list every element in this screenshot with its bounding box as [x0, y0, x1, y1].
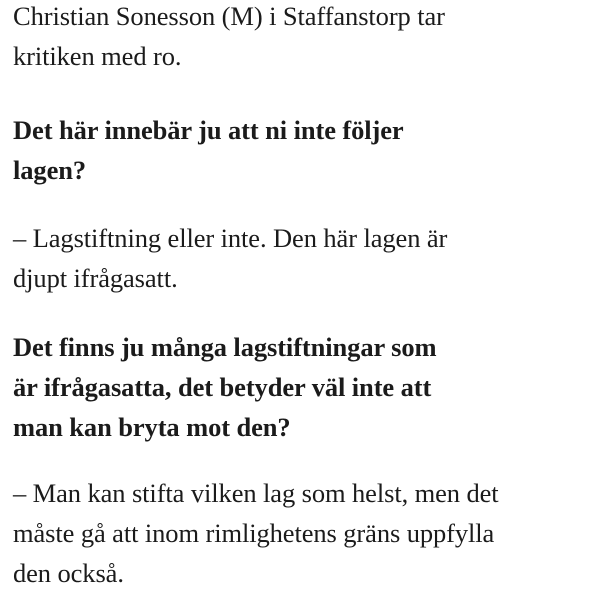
text-line: Det finns ju många lagstiftningar som	[13, 332, 437, 362]
intro-paragraph	[13, 0, 445, 76]
interview-question	[13, 110, 404, 190]
interview-answer	[13, 218, 447, 298]
text-line: lagen?	[13, 155, 87, 185]
text-line: kritiken med ro.	[13, 41, 182, 71]
text-line: – Man kan stifta vilken lag som helst, men det	[13, 478, 499, 508]
text-line: är ifrågasatta, det betyder väl inte att	[13, 372, 432, 402]
text-line: djupt ifrågasatt.	[13, 263, 178, 293]
text-line: Christian Sonesson (M) i Staffanstorp tar	[13, 1, 445, 31]
interview-answer	[13, 473, 499, 593]
text-line: den också.	[13, 558, 124, 588]
text-line: man kan bryta mot den?	[13, 412, 291, 442]
interview-question	[13, 327, 437, 447]
text-line: – Lagstiftning eller inte. Den här lagen är	[13, 223, 448, 253]
text-line: måste gå att inom rimlighetens gräns uppfylla	[13, 518, 495, 548]
text-line: Det här innebär ju att ni inte följer	[13, 115, 404, 145]
